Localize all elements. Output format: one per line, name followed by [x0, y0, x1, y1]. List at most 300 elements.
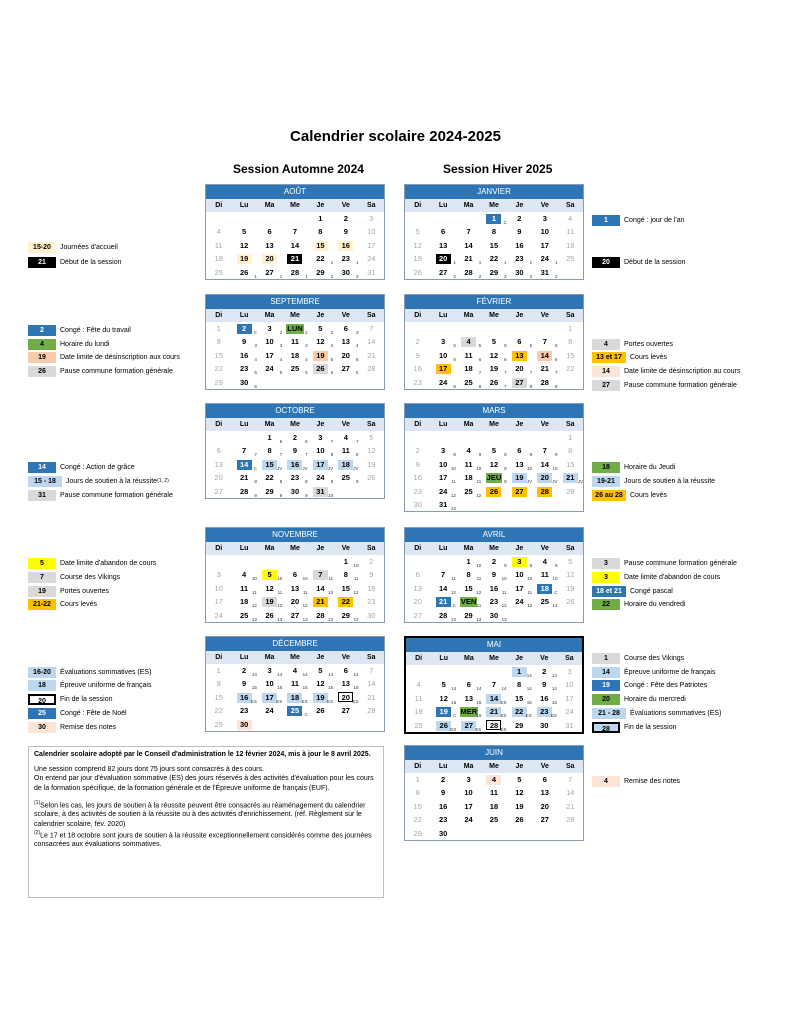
legend-label: Portes ouvertes	[624, 340, 674, 348]
day-cell	[507, 595, 532, 608]
day-cell	[405, 609, 430, 622]
week-index: 13	[251, 616, 257, 622]
legend-swatch: 1	[592, 653, 620, 664]
week-index: 10	[277, 576, 283, 582]
day-number: 11	[464, 459, 473, 469]
day-number: 24	[214, 610, 223, 620]
day-cell	[430, 609, 455, 622]
week-index: 2	[504, 273, 507, 279]
day-number: 12	[566, 570, 575, 580]
day-cell	[456, 335, 481, 348]
day-number: 6	[343, 324, 348, 333]
day-cell	[558, 595, 583, 608]
day-number: 11	[414, 693, 423, 703]
day-cell	[231, 266, 256, 279]
day-cell	[456, 376, 481, 389]
day-number: 5	[441, 680, 446, 690]
day-header: Di	[215, 421, 223, 428]
day-cell	[405, 252, 430, 265]
week-index: 11	[252, 589, 257, 595]
day-cell	[481, 471, 506, 484]
week-index: 5	[555, 343, 558, 349]
day-cell	[481, 335, 506, 348]
day-cell	[206, 471, 231, 484]
day-cell	[308, 376, 333, 389]
day-number: 5	[517, 775, 522, 784]
legend-swatch: 16-20	[28, 667, 56, 678]
day-number: 5	[491, 446, 497, 456]
week-index: 14	[451, 686, 457, 692]
day-number: 20	[537, 473, 552, 483]
week-index: ES	[276, 698, 283, 704]
legend-swatch: 14	[28, 462, 56, 473]
week-index: 6	[478, 356, 482, 362]
day-cell	[532, 431, 557, 444]
day-cell	[231, 691, 256, 704]
legend-label: Congé : jour de l'an	[624, 216, 685, 224]
day-cell	[481, 609, 506, 622]
day-number: 10	[265, 679, 274, 689]
day-header: Ma	[264, 654, 275, 661]
day-number: 11	[464, 350, 473, 360]
day-number: 27	[512, 378, 527, 388]
legend-label: Date limite d'abandon de cours	[60, 559, 157, 567]
day-number: 19	[512, 473, 527, 483]
legend-label: Horaire du mercredi	[624, 695, 686, 703]
week-index: 1	[305, 273, 308, 279]
day-number: 3	[318, 433, 323, 442]
day-header: Lu	[239, 545, 249, 552]
day-number: 28	[486, 720, 501, 730]
week-index: 5	[254, 370, 257, 376]
day-number: 26	[486, 487, 501, 497]
day-cell	[359, 458, 384, 471]
day-number: 25	[239, 610, 249, 620]
day-header: Di	[414, 421, 422, 428]
week-index: 12	[353, 589, 359, 595]
day-cell	[430, 252, 455, 265]
day-cell	[359, 266, 384, 279]
day-number: 17	[565, 693, 574, 703]
legend-item	[592, 365, 740, 377]
legend-label: Épreuve uniforme de français	[60, 681, 152, 689]
day-number: 7	[491, 680, 497, 690]
day-number: 13	[464, 693, 474, 703]
day-cell	[430, 225, 455, 238]
day-header: Ve	[341, 654, 350, 661]
day-number: 23	[537, 707, 552, 717]
day-header: Sa	[565, 763, 575, 770]
month-name: JUIN	[405, 746, 583, 760]
day-cell	[456, 555, 481, 568]
day-header: Ma	[463, 202, 474, 209]
day-number: 14	[316, 583, 325, 593]
day-cell	[456, 813, 481, 826]
week-index: 8	[254, 479, 257, 485]
week-index: 7	[504, 370, 507, 376]
day-cell	[507, 376, 532, 389]
day-number: 10	[540, 227, 549, 237]
day-number: 15	[413, 801, 422, 811]
day-number: 23	[239, 706, 249, 716]
day-number: 2	[343, 214, 348, 223]
week-index: ES	[352, 698, 359, 704]
day-cell	[532, 568, 557, 581]
day-cell	[333, 568, 358, 581]
day-number: 23	[341, 254, 350, 264]
day-number: 25	[464, 377, 473, 387]
legend-label: Course des Vikings	[624, 654, 685, 662]
day-cell	[257, 677, 282, 690]
week-index: 11	[476, 576, 482, 582]
day-header: Sa	[565, 312, 575, 319]
day-number: 1	[466, 557, 471, 566]
day-number: 23	[515, 254, 524, 264]
day-cell	[430, 349, 455, 362]
day-cell	[481, 800, 506, 813]
day-cell	[456, 212, 481, 225]
week-index: 14	[501, 686, 507, 692]
week-index: 8	[555, 383, 558, 389]
day-number: 6	[441, 227, 446, 237]
legend-item	[28, 241, 118, 253]
day-cell	[405, 595, 430, 608]
day-cell	[231, 376, 256, 389]
day-cell	[308, 568, 333, 581]
day-number: 12	[316, 679, 325, 689]
day-number: 27	[438, 267, 448, 277]
day-cell	[507, 786, 532, 799]
day-number: 14	[537, 351, 552, 361]
day-number: 27	[540, 815, 549, 825]
day-cell	[206, 582, 231, 595]
calendar-month	[404, 636, 584, 734]
week-index: 3	[254, 343, 257, 349]
calendar-month	[404, 527, 584, 623]
day-cell	[257, 362, 282, 375]
day-number: 6	[517, 337, 522, 347]
day-header: Lu	[438, 312, 448, 319]
day-number: 17	[262, 693, 277, 703]
day-number: 30	[540, 720, 549, 730]
day-number: 15	[489, 240, 499, 250]
legend-item	[28, 475, 169, 487]
day-number: 12	[489, 459, 499, 469]
day-cell	[231, 677, 256, 690]
day-cell	[282, 555, 307, 568]
day-cell	[557, 665, 582, 678]
day-cell	[308, 458, 333, 471]
legend-item	[28, 489, 173, 501]
day-cell	[333, 252, 358, 265]
day-number: 28	[239, 486, 249, 496]
day-number: 3	[267, 324, 272, 333]
day-cell	[231, 485, 256, 498]
day-cell	[456, 458, 481, 471]
legend-swatch: 5	[28, 558, 56, 569]
day-cell	[481, 376, 506, 389]
week-index: 14	[526, 673, 532, 678]
day-header: Je	[316, 312, 325, 319]
day-number: 16	[515, 240, 524, 250]
legend-label: Jours de soutien à la réussite	[66, 477, 158, 485]
day-number: 2	[242, 666, 247, 675]
week-index: 7	[279, 452, 283, 458]
day-cell	[257, 225, 282, 238]
day-number: 27	[341, 706, 350, 716]
day-cell	[206, 677, 231, 690]
day-cell	[333, 458, 358, 471]
day-cell	[405, 376, 430, 389]
day-header: Je	[515, 545, 524, 552]
day-number: 21	[486, 707, 501, 717]
day-cell	[405, 568, 430, 581]
day-cell	[558, 568, 583, 581]
day-cell	[507, 665, 532, 678]
day-cell	[333, 266, 358, 279]
day-cell	[206, 239, 231, 252]
legend-item	[28, 324, 131, 336]
week-index: C	[453, 713, 457, 719]
day-cell	[282, 239, 307, 252]
day-number: 8	[517, 680, 522, 690]
day-cell	[532, 349, 557, 362]
day-header: Ma	[463, 655, 474, 662]
day-cell	[456, 678, 481, 691]
legend-label: Horaire du lundi	[60, 340, 110, 348]
week-index: 15	[353, 685, 359, 691]
day-cell	[359, 555, 384, 568]
day-cell	[430, 471, 455, 484]
day-number: 9	[292, 446, 298, 456]
day-number: 20	[290, 597, 300, 607]
month-name: SEPTEMBRE	[206, 295, 384, 309]
day-number: 28	[367, 706, 376, 716]
day-cell	[558, 362, 583, 375]
day-number: 2	[415, 337, 420, 347]
day-cell	[558, 225, 583, 238]
day-number: 7	[542, 446, 547, 456]
day-cell	[257, 609, 282, 622]
day-cell	[456, 471, 481, 484]
week-index: 6	[555, 356, 558, 362]
day-number: 12	[413, 240, 422, 250]
week-index: 15	[476, 699, 482, 705]
day-cell	[359, 595, 384, 608]
day-cell	[507, 705, 532, 718]
day-cell	[206, 704, 231, 717]
day-cell	[507, 322, 532, 335]
day-cell	[405, 444, 430, 457]
day-cell	[456, 582, 481, 595]
day-cell	[430, 212, 455, 225]
day-number: 25	[489, 815, 499, 825]
legend-label: Course des Vikings	[60, 573, 121, 581]
day-header: Ma	[264, 202, 275, 209]
legend-label: Début de la session	[60, 258, 122, 266]
day-cell	[333, 691, 358, 704]
week-index: 10	[527, 465, 533, 471]
week-index: 2	[478, 273, 482, 279]
month-name: MARS	[405, 404, 583, 418]
day-number: 8	[343, 570, 348, 580]
day-number: 3	[542, 214, 547, 223]
week-index: 12	[450, 492, 456, 498]
day-header: Ma	[463, 312, 474, 319]
legend-item	[28, 585, 109, 597]
day-number: 31	[438, 499, 448, 509]
day-cell	[308, 704, 333, 717]
adoption-note: Calendrier scolaire adopté par le Conseil d'administration le 12 février 2024, mis à jour le 8 avril 2025.	[34, 751, 371, 758]
day-header: Sa	[565, 545, 575, 552]
day-cell	[333, 555, 358, 568]
legend-item	[592, 666, 715, 678]
day-header: Je	[316, 202, 325, 209]
legend-item	[592, 571, 720, 583]
day-cell	[405, 786, 430, 799]
week-index: 6	[504, 356, 507, 362]
calendar-month	[205, 403, 385, 499]
day-cell	[406, 705, 431, 718]
day-cell	[359, 718, 384, 731]
day-cell	[282, 677, 307, 690]
day-cell	[405, 485, 430, 498]
day-number: 26	[367, 473, 376, 483]
day-header: Ma	[463, 421, 474, 428]
day-number: 31	[540, 267, 549, 277]
day-number: 5	[242, 227, 247, 237]
day-cell	[359, 568, 384, 581]
day-number: 23	[367, 597, 376, 607]
legend-swatch: 19	[28, 352, 56, 363]
day-cell	[333, 322, 358, 335]
day-cell	[231, 322, 256, 335]
week-index: 12	[527, 603, 533, 609]
day-cell	[231, 335, 256, 348]
day-cell	[507, 773, 532, 786]
day-number: 4	[461, 337, 476, 347]
day-cell	[282, 718, 307, 731]
day-number: 2	[415, 446, 420, 456]
day-number: 16	[367, 583, 376, 593]
week-index: ES	[500, 713, 507, 719]
legend-item	[28, 557, 156, 569]
week-index: 5	[305, 370, 308, 376]
day-cell	[206, 362, 231, 375]
day-number: 3	[216, 570, 221, 580]
day-number: 1	[568, 324, 573, 333]
day-cell	[456, 827, 481, 840]
legend-label: Congé pascal	[630, 587, 673, 595]
day-number: 16	[413, 473, 422, 483]
week-index: 11	[527, 589, 533, 595]
day-cell	[257, 664, 282, 677]
day-cell	[308, 582, 333, 595]
day-cell	[532, 458, 557, 471]
day-number: 18	[464, 364, 473, 374]
day-cell	[308, 555, 333, 568]
week-index: 6	[254, 383, 257, 389]
day-number: 26	[489, 377, 499, 387]
day-number: 9	[415, 350, 420, 360]
week-index: 5	[504, 343, 507, 349]
day-cell	[431, 705, 456, 718]
day-number: 17	[540, 240, 549, 250]
day-cell	[359, 225, 384, 238]
day-number: 18	[414, 707, 423, 717]
legend-item	[28, 707, 127, 719]
day-cell	[257, 444, 282, 457]
day-cell	[532, 498, 557, 511]
month-name: NOVEMBRE	[206, 528, 384, 542]
day-number: 14	[540, 459, 549, 469]
day-number: 20	[341, 350, 350, 360]
day-cell	[333, 664, 358, 677]
day-cell	[507, 568, 532, 581]
day-cell	[257, 335, 282, 348]
week-index: 14	[328, 672, 334, 677]
day-cell	[507, 485, 532, 498]
day-cell	[257, 718, 282, 731]
day-number: 1	[216, 324, 221, 333]
day-number: 19	[367, 459, 376, 469]
day-header: Di	[414, 545, 422, 552]
day-header: Ma	[463, 763, 474, 770]
day-cell	[405, 212, 430, 225]
week-index: 10	[328, 492, 334, 498]
day-number: 6	[415, 570, 420, 580]
week-index: 15	[302, 685, 308, 691]
calendar-month	[404, 403, 584, 512]
day-number: 10	[565, 680, 574, 690]
day-number: 11	[566, 227, 575, 237]
day-number: 27	[265, 267, 274, 277]
week-index: JV	[302, 465, 308, 471]
calendar-month	[404, 294, 584, 390]
day-cell	[507, 266, 532, 279]
week-index: 1	[453, 260, 456, 266]
week-index: 13	[353, 616, 359, 622]
legend-item	[28, 679, 151, 691]
week-index: 12	[251, 603, 257, 609]
week-index: JV	[526, 479, 533, 485]
day-cell	[282, 609, 307, 622]
day-number: 19	[489, 364, 499, 374]
day-header: Je	[316, 421, 325, 428]
day-number: 9	[542, 680, 547, 690]
day-number: 7	[369, 666, 374, 675]
day-cell	[507, 471, 532, 484]
day-number: 30	[237, 720, 252, 730]
legend-swatch: 14	[592, 366, 620, 377]
day-cell	[257, 485, 282, 498]
day-number: 11	[540, 570, 549, 580]
day-number: 1	[216, 666, 221, 675]
week-index: 7	[330, 439, 334, 444]
day-number: 13	[512, 351, 527, 361]
day-number: 30	[413, 499, 422, 509]
day-number: 22	[512, 707, 527, 717]
legend-item	[592, 598, 685, 610]
day-number: 20	[515, 364, 524, 374]
day-cell	[481, 568, 506, 581]
day-number: 17	[515, 583, 524, 593]
day-number: 12	[239, 240, 249, 250]
legend-swatch: 1	[592, 215, 620, 226]
day-header: Sa	[565, 655, 574, 662]
week-index: 6	[330, 370, 334, 376]
week-index: 12	[552, 603, 558, 609]
